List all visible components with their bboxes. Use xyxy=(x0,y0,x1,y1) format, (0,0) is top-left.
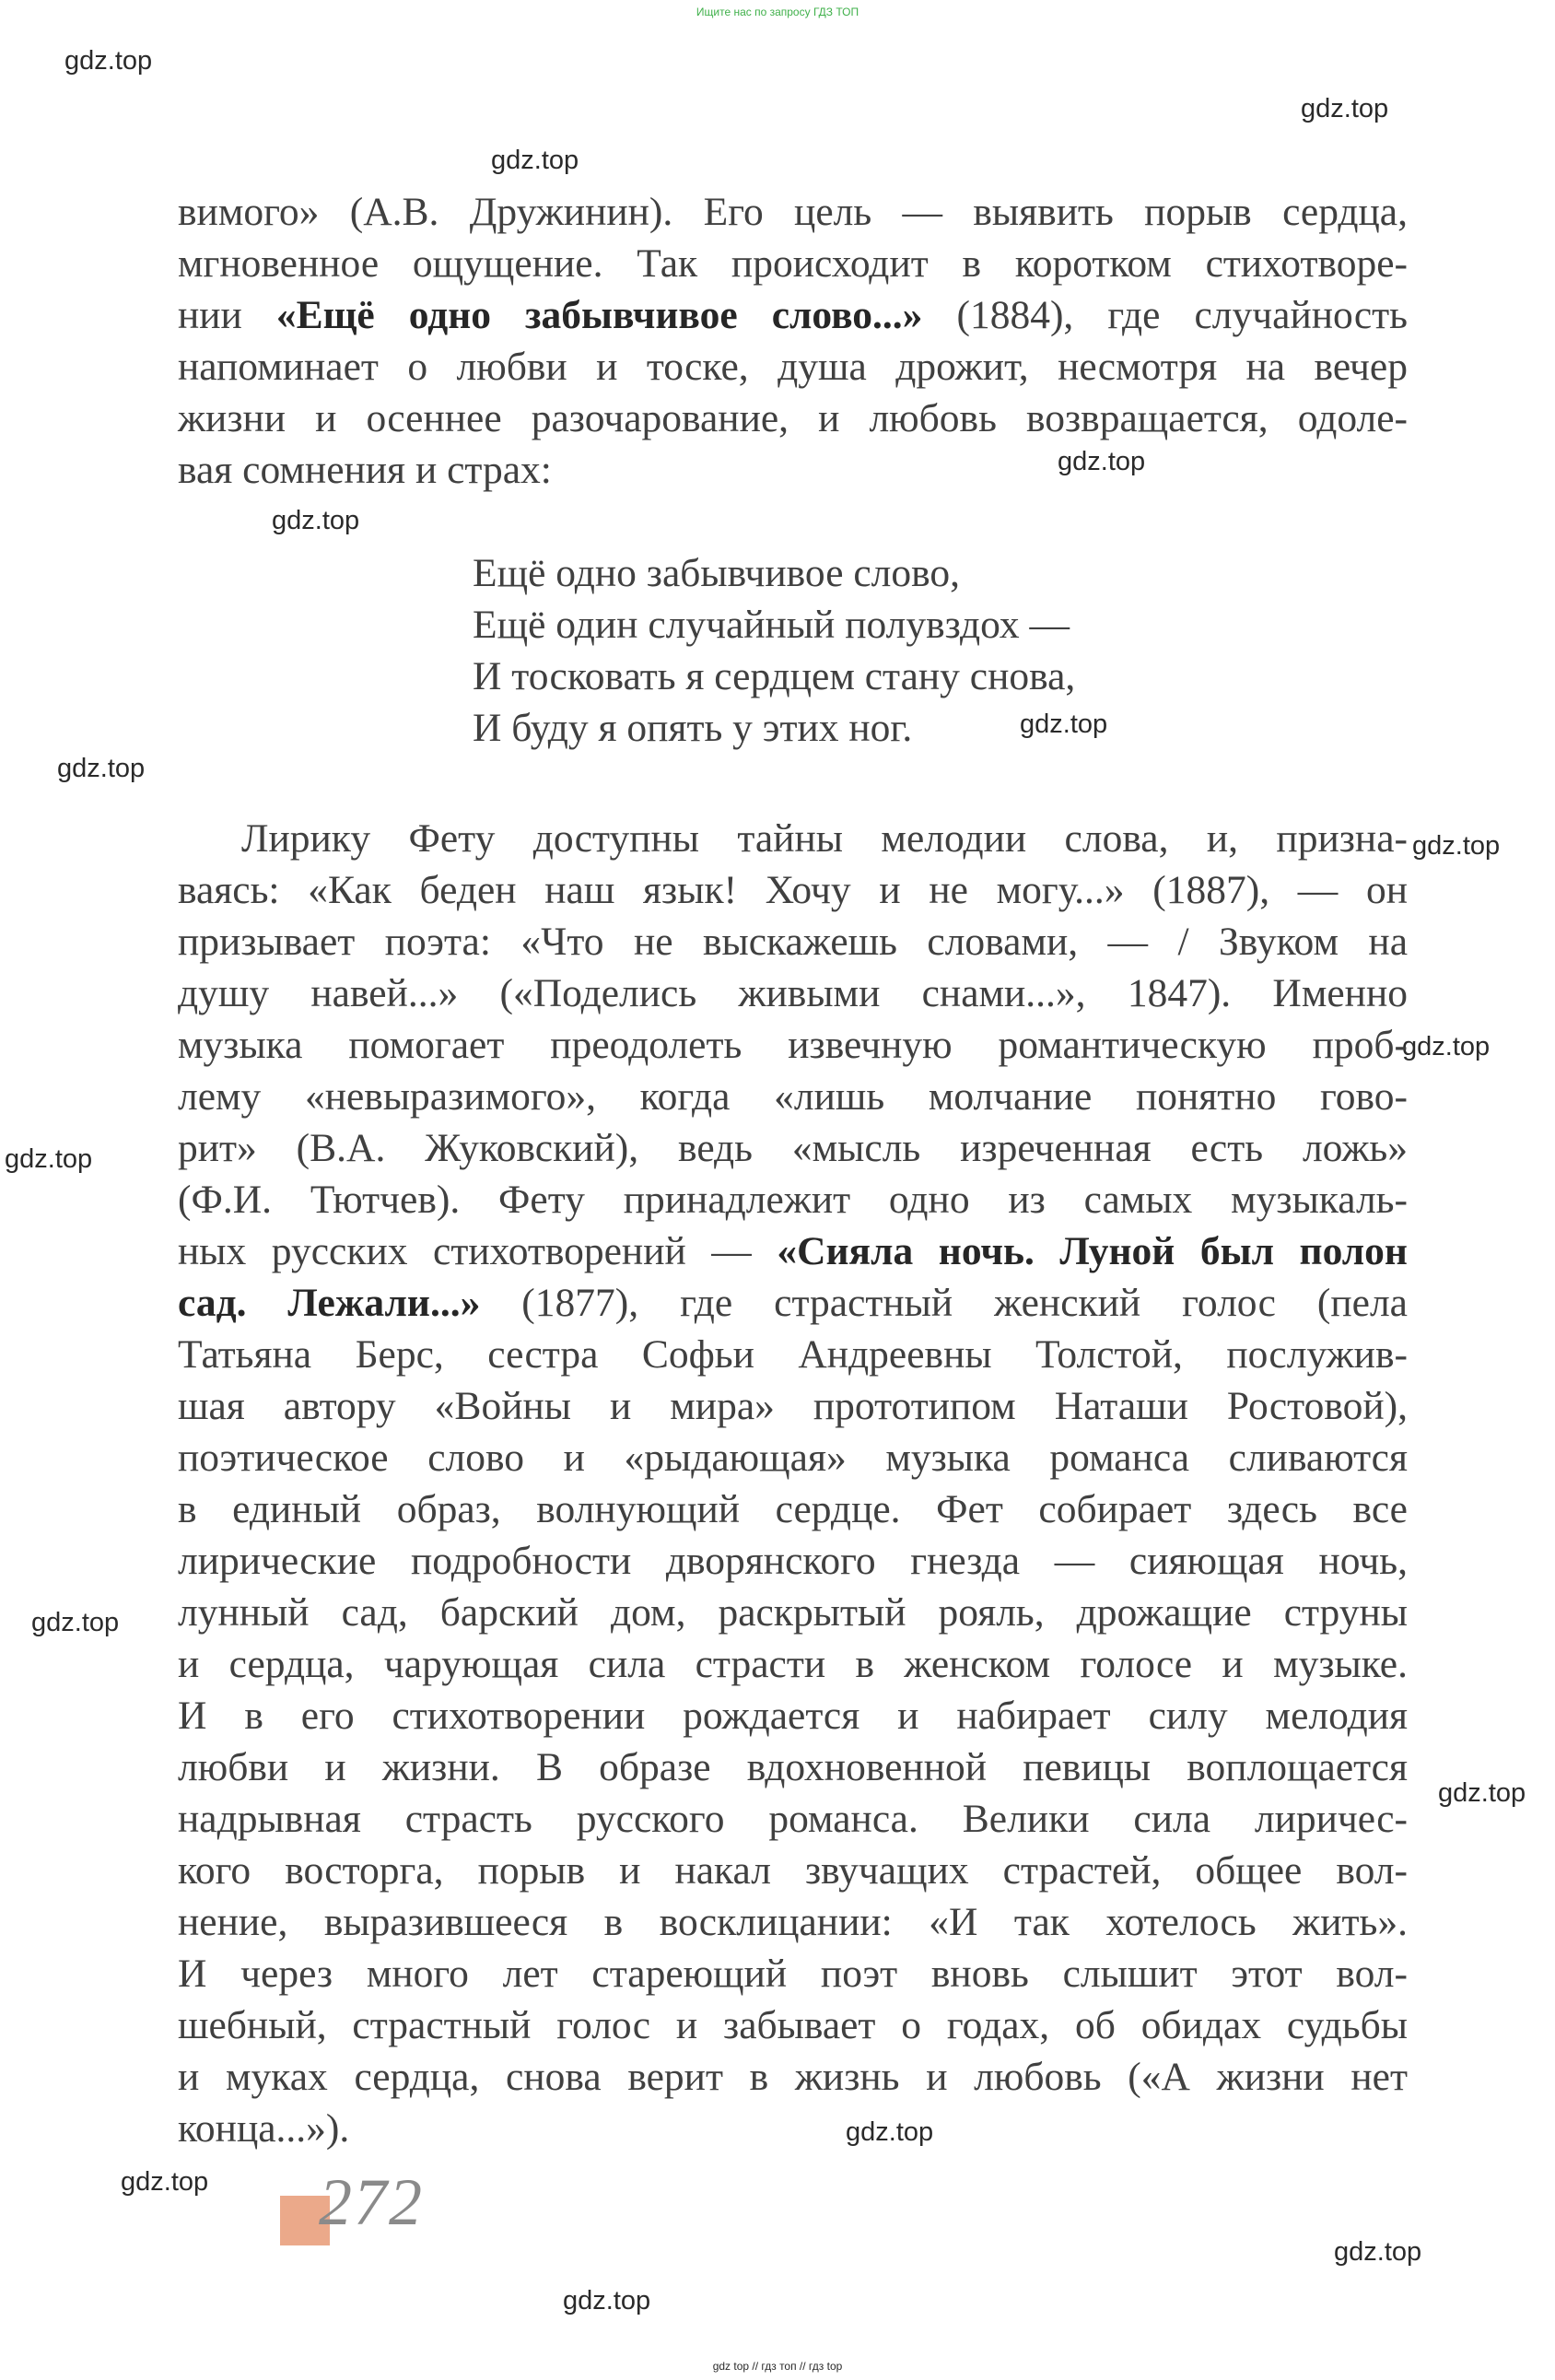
text-line: жизни и осеннее разочарование, и любовь возвращается, одоле- xyxy=(178,396,1408,440)
watermark: gdz.top xyxy=(1301,94,1389,123)
watermark: gdz.top xyxy=(1412,831,1501,861)
watermark: gdz.top xyxy=(1334,2237,1422,2267)
text-line: и муках сердца, снова верит в жизнь и любовь («А жизни нет xyxy=(178,2055,1408,2099)
verse-line: И тосковать я сердцем стану снова, xyxy=(473,654,1076,698)
text-line: призывает поэта: «Что не выскажешь словами, — / Звуком на xyxy=(178,920,1408,964)
poem-title: сад. Лежали...» xyxy=(178,1281,481,1325)
text-line: шебный, страстный голос и забывает о годах, об обидах судьбы xyxy=(178,2003,1408,2047)
text-line: шая автору «Войны и мира» прототипом Наташи Ростовой), xyxy=(178,1384,1408,1428)
text-line: (Ф.И. Тютчев). Фету принадлежит одно из самых музыкаль- xyxy=(178,1178,1408,1222)
watermark: gdz.top xyxy=(1020,709,1108,739)
text-line: надрывная страсть русского романса. Велики сила лиричес- xyxy=(178,1797,1408,1841)
watermark: gdz.top xyxy=(64,46,153,76)
text-line: вая сомнения и страх: xyxy=(178,448,552,492)
watermark: gdz.top xyxy=(1058,447,1146,476)
watermark: gdz.top xyxy=(563,2286,651,2316)
poem-title: «Ещё одно забывчивое слово...» xyxy=(275,293,923,337)
text-line: Лирику Фету доступны тайны мелодии слова, и, призна- xyxy=(241,816,1408,861)
text-line: рит» (В.А. Жуковский), ведь «мысль изреченная есть ложь» xyxy=(178,1126,1408,1170)
text-line: лунный сад, барский дом, раскрытый рояль, дрожащие струны xyxy=(178,1590,1408,1635)
text-line: поэтическое слово и «рыдающая» музыка романса сливаются xyxy=(178,1436,1408,1480)
top-search-note: Ищите нас по запросу ГДЗ ТОП xyxy=(696,6,859,18)
watermark: gdz.top xyxy=(31,1608,120,1637)
text-line: И через много лет стареющий поэт вновь слышит этот вол- xyxy=(178,1952,1408,1996)
page-number: 272 xyxy=(319,2165,424,2239)
text-line: ваясь: «Как беден наш язык! Хочу и не могу...» (1887), — он xyxy=(178,868,1408,912)
text-line: И в его стихотворении рождается и набирает силу мелодия xyxy=(178,1694,1408,1738)
text-line: лему «невыразимого», когда «лишь молчание понятно гово- xyxy=(178,1074,1408,1119)
text-line: кого восторга, порыв и накал звучащих страстей, общее вол- xyxy=(178,1848,1408,1893)
text-line: любви и жизни. В образе вдохновенной певицы воплощается xyxy=(178,1745,1408,1789)
verse-line: И буду я опять у этих ног. xyxy=(473,706,913,750)
watermark: gdz.top xyxy=(272,506,360,535)
text-line: лирические подробности дворянского гнезда — сияющая ночь, xyxy=(178,1539,1408,1583)
poem-title: «Сияла ночь. Луной был полон xyxy=(777,1229,1408,1273)
text-line: и сердца, чарующая сила страсти в женском голосе и музыке. xyxy=(178,1642,1408,1686)
watermark: gdz.top xyxy=(57,754,146,783)
text-line: нии «Ещё одно забывчивое слово...» (1884), где случайность xyxy=(178,293,1408,337)
verse-line: Ещё одно забывчивое слово, xyxy=(473,551,961,595)
text-line: Татьяна Берс, сестра Софьи Андреевны Толстой, послужив- xyxy=(178,1332,1408,1377)
bottom-note: gdz top // гдз топ // гдз top xyxy=(712,2360,843,2373)
text-line: конца...»). xyxy=(178,2106,350,2151)
verse-line: Ещё один случайный полувздох — xyxy=(473,603,1070,647)
text-line: сад. Лежали...» (1877), где страстный женский голос (пела xyxy=(178,1281,1408,1325)
text-line: в единый образ, волнующий сердце. Фет собирает здесь все xyxy=(178,1487,1408,1531)
watermark: gdz.top xyxy=(121,2167,209,2197)
watermark: gdz.top xyxy=(846,2117,934,2147)
watermark: gdz.top xyxy=(1438,1778,1526,1808)
text-line: мгновенное ощущение. Так происходит в коротком стихотворе- xyxy=(178,241,1408,286)
watermark: gdz.top xyxy=(5,1144,93,1174)
text-line: музыка помогает преодолеть извечную романтическую проб- xyxy=(178,1023,1408,1067)
text-line: вимого» (А.В. Дружинин). Его цель — выявить порыв сердца, xyxy=(178,190,1408,234)
watermark: gdz.top xyxy=(491,146,579,175)
text-line: душу навей...» («Поделись живыми снами...», 1847). Именно xyxy=(178,971,1408,1015)
watermark: gdz.top xyxy=(1402,1032,1491,1061)
text-line: нение, выразившееся в восклицании: «И так хотелось жить». xyxy=(178,1900,1408,1944)
text-line: напоминает о любви и тоске, душа дрожит, несмотря на вечер xyxy=(178,345,1408,389)
text-line: ных русских стихотворений — «Сияла ночь. Луной был полон xyxy=(178,1229,1408,1273)
